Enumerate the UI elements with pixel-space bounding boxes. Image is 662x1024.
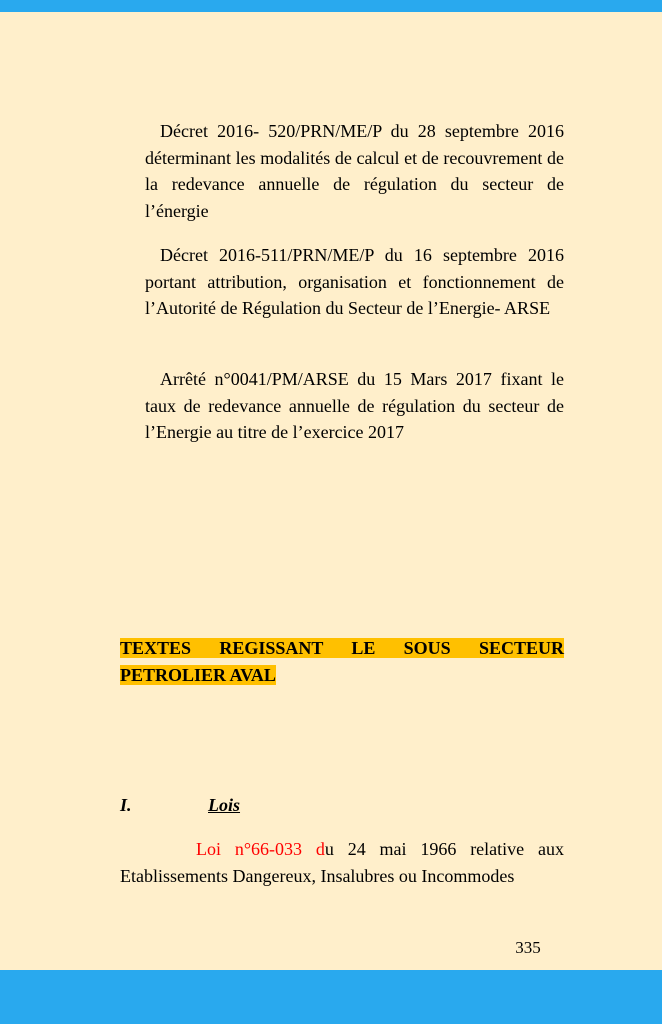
- bottom-bar: [0, 970, 662, 1024]
- paragraph-text: Décret 2016- 520/PRN/ME/P du 28 septembre 2016 déterminant les modalités de calcul et de recouvrement de la redevance annuelle de régulation du secteur de l’énergie: [145, 121, 564, 221]
- paragraph-text: Arrêté n°0041/PM/ARSE du 15 Mars 2017 fixant le taux de redevance annuelle de régulation du secteur de l’Energie au titre de l’exercice 2017: [145, 369, 564, 442]
- section-name: Lois: [208, 795, 241, 815]
- heading-highlight: TEXTES REGISSANT LE SOUS SECTEUR PETROLIER AVAL: [120, 638, 564, 685]
- loi-reference: Loi n°66-033 d: [196, 839, 325, 859]
- loi-description: u 24 mai 1966 relative aux Etablissements Dangereux, Insalubres ou Incommodes: [120, 839, 564, 886]
- paragraph-arrete-0041: [145, 366, 564, 446]
- section-heading: [120, 635, 564, 688]
- paragraph-decret-511: [145, 242, 564, 322]
- section-title: [120, 792, 420, 818]
- section-number: I.: [120, 795, 132, 815]
- paragraph-decret-520: [145, 118, 564, 224]
- page-number: 335: [515, 938, 541, 957]
- paragraph-loi-66-033: [120, 836, 564, 889]
- top-bar: [0, 0, 662, 12]
- paragraph-text: Décret 2016-511/PRN/ME/P du 16 septembre 2016 portant attribution, organisation et fonctionnement de l’Autorité de Régulation du Secteur de l’Energie- ARSE: [145, 245, 564, 318]
